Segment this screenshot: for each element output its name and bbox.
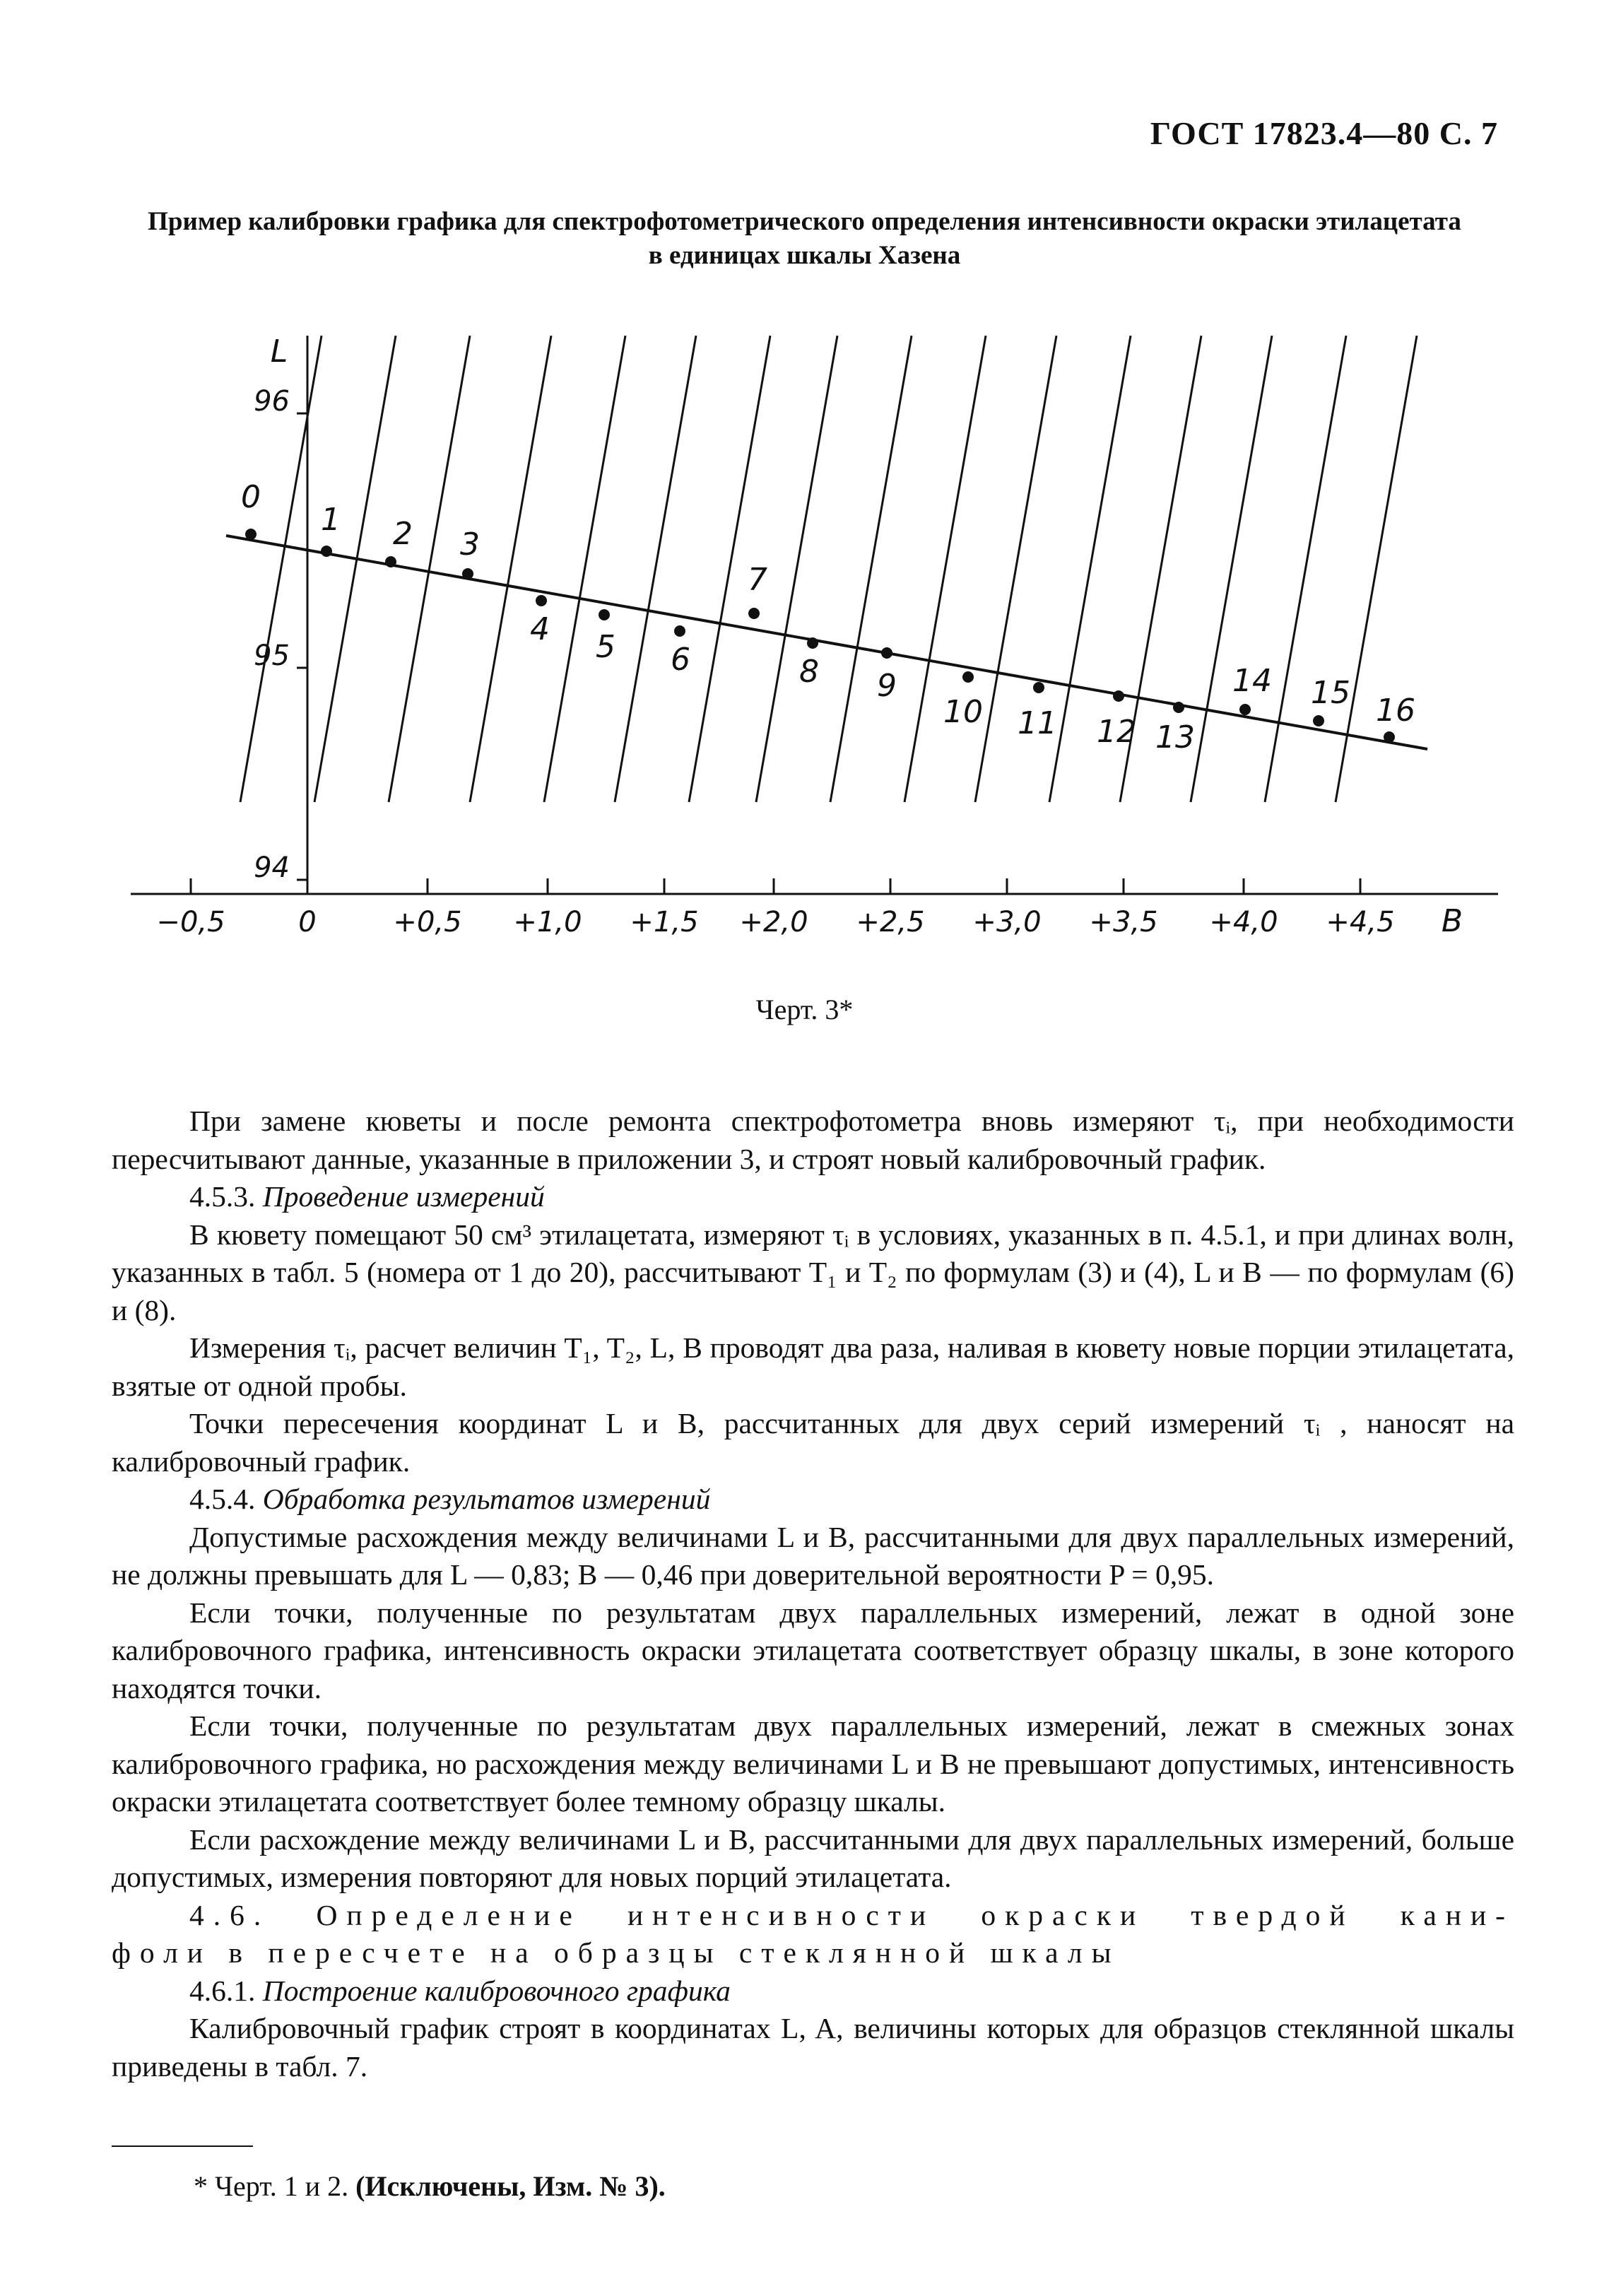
zone-line bbox=[314, 336, 396, 802]
figure-title-line-2: в единицах шкалы Хазена bbox=[648, 241, 961, 270]
x-tick-label: +1,0 bbox=[513, 906, 582, 938]
x-axis-name: B bbox=[1441, 903, 1463, 939]
data-point bbox=[321, 546, 332, 557]
point-label: 16 bbox=[1376, 693, 1415, 729]
point-label: 15 bbox=[1311, 675, 1350, 711]
footnote bbox=[194, 2170, 666, 2203]
heading-number: 4.6.1. bbox=[189, 1974, 256, 2007]
x-tick-label: +4,5 bbox=[1326, 906, 1395, 938]
paragraph: Допустимые расхождения между величинами L и B, рассчитанными для двух параллельных измерений, не должны превышать для L — 0,83; B — 0,46 при доверительной вероятности P = 0,95. bbox=[112, 1520, 1514, 1591]
data-point bbox=[1113, 690, 1124, 702]
heading-number: 4.5.4. bbox=[189, 1483, 256, 1515]
x-tick-label: +2,0 bbox=[739, 906, 808, 938]
point-label: 3 bbox=[460, 526, 480, 563]
point-label: 0 bbox=[241, 479, 261, 515]
heading-title: Обработка результатов измерений bbox=[262, 1483, 711, 1515]
x-tick-label: −0,5 bbox=[156, 906, 225, 938]
point-label: 6 bbox=[671, 642, 690, 678]
data-point bbox=[1239, 704, 1251, 715]
heading-4-6-1 bbox=[112, 1972, 1514, 2011]
x-tick-label: +1,5 bbox=[630, 906, 699, 938]
point-label: 2 bbox=[393, 516, 413, 552]
calibration-figure bbox=[0, 0, 1609, 989]
data-point bbox=[385, 556, 396, 567]
point-label: 14 bbox=[1232, 663, 1272, 699]
y-tick-label: 95 bbox=[254, 640, 290, 672]
paragraph: Калибровочный график строят в координатах L, A, величины которых для образцов стеклянной шкалы приведены в табл. 7. bbox=[112, 2012, 1514, 2083]
zone-line bbox=[1336, 336, 1417, 802]
calibration-line bbox=[226, 536, 1427, 749]
point-label: 1 bbox=[321, 502, 341, 538]
zone-line bbox=[830, 336, 912, 802]
data-point bbox=[1384, 731, 1395, 743]
body-text bbox=[112, 1102, 1514, 2085]
paragraph: Если точки, полученные по результатам двух параллельных измерений, лежат в одной зоне калибровочного графика, интенсивность окраски этилацетата соответствует образцу шкалы, в зоне которого находятся точки. bbox=[112, 1596, 1514, 1705]
data-point bbox=[599, 609, 610, 620]
paragraph: В кювету помещают 50 см³ этилацетата, измеряют τᵢ в условиях, указанных в п. 4.5.1, и при длинах волн, указанных в табл. 5 (номера от 1 до 20), рассчитывают T₁ и T₂ по формулам (3) и (4), L и B — по формулам (6) и (8). bbox=[112, 1218, 1514, 1326]
page-header-ref: ГОСТ 17823.4—80 С. 7 bbox=[1150, 115, 1498, 151]
y-axis-name: L bbox=[270, 334, 288, 370]
y-tick-label: 96 bbox=[254, 385, 290, 418]
heading-number: 4.5.3. bbox=[189, 1180, 256, 1213]
calibration-line-group bbox=[226, 536, 1427, 749]
data-point bbox=[462, 568, 473, 579]
paragraph: Точки пересечения координат L и B, рассчитанных для двух серий измерений τᵢ , наносят на калибровочный график. bbox=[112, 1407, 1514, 1478]
data-point bbox=[1033, 682, 1044, 693]
zone-line bbox=[904, 336, 986, 802]
zone-line bbox=[1191, 336, 1272, 802]
point-label: 8 bbox=[799, 654, 819, 690]
section-4-6-line-2: фоли в пересчете на образцы стеклянной шкалы bbox=[112, 1936, 1121, 1969]
data-point bbox=[674, 625, 685, 637]
data-point bbox=[748, 608, 760, 619]
axis-labels bbox=[156, 334, 1463, 939]
x-tick-label: 0 bbox=[298, 906, 317, 938]
point-label: 12 bbox=[1097, 714, 1136, 750]
x-tick-label: +3,5 bbox=[1089, 906, 1158, 938]
data-point bbox=[1313, 715, 1324, 726]
data-point bbox=[536, 595, 547, 606]
figure-caption: Черт. 3* bbox=[755, 994, 854, 1025]
point-label: 9 bbox=[877, 668, 897, 704]
data-point bbox=[962, 671, 974, 683]
paragraph: Если расхождение между величинами L и B, рассчитанными для двух параллельных измерений, больше допустимых, измерения повторяют для новых порций этилацетата. bbox=[112, 1823, 1514, 1893]
figure-title-line-1: Пример калибровки графика для спектрофотометрического определения интенсивности окраски этилацетата bbox=[148, 207, 1461, 236]
heading-4-5-4 bbox=[112, 1480, 1514, 1519]
section-4-6-line-1: 4.6. Определение интенсивности окраски твердой кани- bbox=[189, 1898, 1514, 1931]
point-label: 10 bbox=[943, 694, 983, 730]
zone-line bbox=[544, 336, 625, 802]
data-point bbox=[1173, 702, 1184, 713]
x-tick-label: +4,0 bbox=[1209, 906, 1278, 938]
heading-4-5-3 bbox=[112, 1178, 1514, 1216]
x-tick-label: +2,5 bbox=[856, 906, 925, 938]
x-tick-label: +0,5 bbox=[393, 906, 462, 938]
point-label: 5 bbox=[596, 629, 615, 665]
zone-line bbox=[389, 336, 470, 802]
data-point bbox=[245, 529, 257, 540]
footnote-divider bbox=[112, 2145, 253, 2147]
footnote-note: (Исключены, Изм. № 3). bbox=[355, 2170, 666, 2202]
point-label: 7 bbox=[748, 562, 767, 598]
heading-title: Проведение измерений bbox=[262, 1180, 545, 1213]
zone-line bbox=[756, 336, 837, 802]
data-point bbox=[881, 647, 892, 659]
heading-title: Построение калибровочного графика bbox=[262, 1974, 731, 2007]
paragraph: Измерения τᵢ, расчет величин T₁, T₂, L, B проводят два раза, наливая в кювету новые порции этилацетата, взятые от одной пробы. bbox=[112, 1331, 1514, 1402]
axes bbox=[131, 336, 1498, 894]
point-label: 13 bbox=[1155, 719, 1195, 755]
x-tick-label: +3,0 bbox=[972, 906, 1042, 938]
zone-line bbox=[615, 336, 696, 802]
paragraph: При замене кюветы и после ремонта спектрофотометра вновь измеряют τᵢ, при необходимости пересчитывают данные, указанные в приложении 3, и строят новый калибровочный график. bbox=[112, 1105, 1514, 1175]
data-point bbox=[807, 637, 818, 649]
y-tick-label: 94 bbox=[254, 852, 290, 884]
paragraph: Если точки, полученные по результатам двух параллельных измерений, лежат в смежных зонах калибровочного графика, но расхождения между величинами L и B не превышают допустимых, интенсивность окраски этилацетата соответствует более темному образцу шкалы. bbox=[112, 1709, 1514, 1818]
point-label: 4 bbox=[530, 611, 550, 647]
footnote-marker: * Черт. 1 и 2. bbox=[194, 2170, 349, 2202]
zone-line bbox=[470, 336, 551, 802]
point-label: 11 bbox=[1018, 705, 1057, 741]
